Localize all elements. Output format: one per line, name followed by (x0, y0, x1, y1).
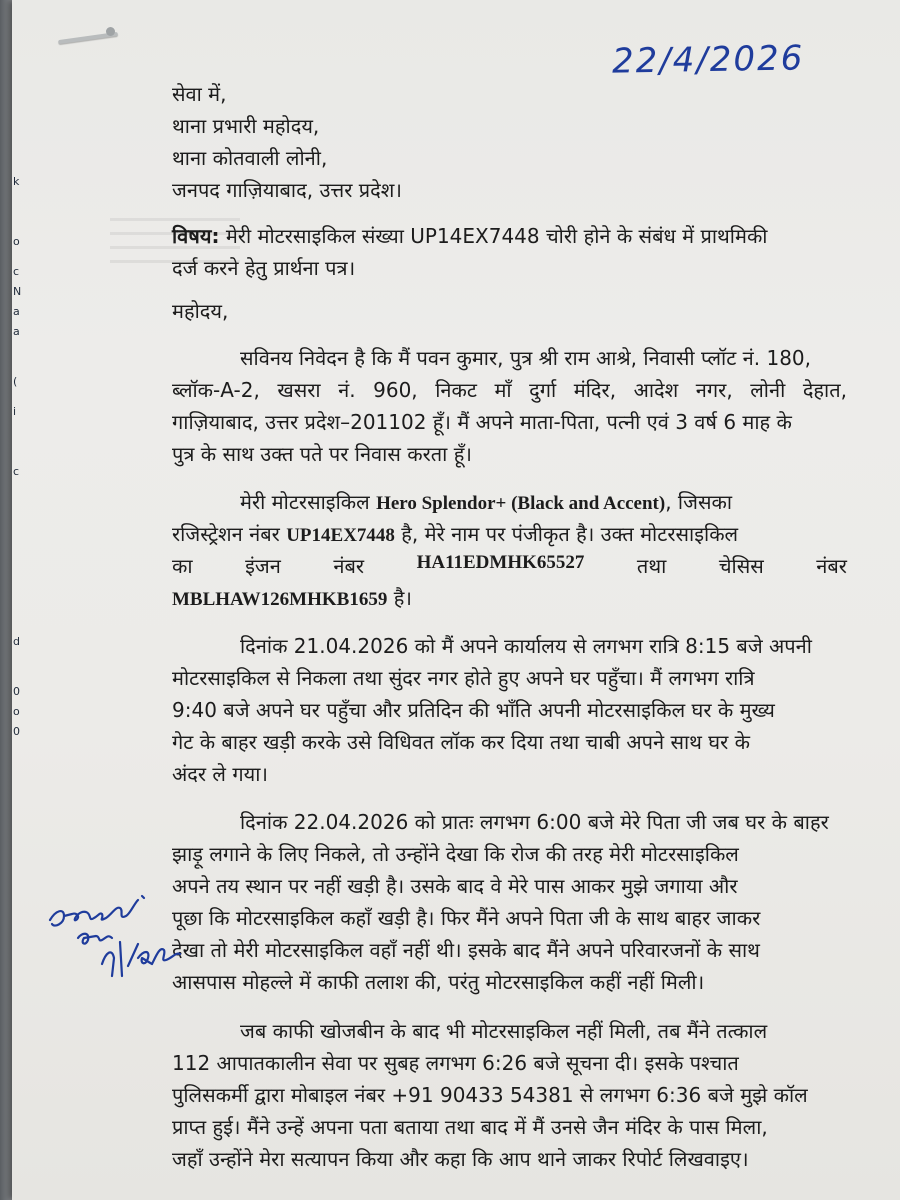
edge-char: o (13, 705, 20, 718)
paragraph-line: जहाँ उन्होंने मेरा सत्यापन किया और कहा कि आप थाने जाकर रिपोर्ट लिखवाइए। (172, 1147, 749, 1171)
edge-char: N (13, 285, 22, 298)
paragraph-line: गेट के बाहर खड़ी करके उसे विधिवत लॉक कर दिया तथा चाबी अपने साथ घर के (172, 730, 751, 754)
subject-text: मेरी मोटरसाइकिल संख्या UP14EX7448 चोरी होने के संबंध में प्राथमिकी (225, 224, 768, 248)
paragraph-line: अंदर ले गया। (172, 762, 268, 786)
address-line: थाना कोतवाली लोनी, (172, 146, 328, 170)
vehicle-model: Hero Splendor+ (Black and Accent) (376, 493, 666, 514)
paragraph-line: सविनय निवेदन है कि मैं पवन कुमार, पुत्र श्री राम आश्रे, निवासी प्लॉट नं. 180, (240, 346, 812, 370)
text-segment: का (172, 554, 193, 578)
registration-number: UP14EX7448 (286, 525, 395, 546)
paragraph-line (172, 584, 412, 611)
edge-char: 0 (13, 685, 20, 698)
text-segment: नंबर (333, 554, 365, 578)
paragraph-line: 112 आपातकालीन सेवा पर सुबह लगभग 6:26 बजे सूचना दी। इसके पश्चात (172, 1051, 739, 1075)
paragraph-line: देखा तो मेरी मोटरसाइकिल वहाँ नहीं थी। इसके बाद मैंने अपने परिवारजनों के साथ (172, 938, 760, 962)
edge-char: c (13, 265, 20, 278)
edge-char: a (13, 325, 20, 338)
subject-label: विषय: (172, 224, 220, 248)
paragraph-line: प्राप्त हुई। मैंने उन्हें अपना पता बताया तथा बाद में मैं उनसे जैन मंदिर के पास मिला, (172, 1115, 768, 1139)
paragraph-line: 9:40 बजे अपने घर पहुँचा और प्रतिदिन की भाँति अपनी मोटरसाइकिल घर के मुख्य (172, 698, 775, 722)
paragraph-line: अपने तय स्थान पर नहीं खड़ी है। उसके बाद वे मेरे पास आकर मुझे जगाया और (172, 874, 738, 898)
edge-char: 0 (13, 725, 20, 738)
edge-char: c (13, 465, 20, 478)
text-segment: इंजन (245, 554, 281, 578)
text-segment: चेसिस (718, 554, 764, 578)
engine-number: HA11EDMHK65527 (416, 552, 585, 573)
edge-char: k (13, 175, 20, 188)
paragraph-line: पुलिसकर्मी द्वारा मोबाइल नंबर +91 90433 54381 से लगभग 6:36 बजे मुझे कॉल (172, 1083, 808, 1107)
edge-char: a (13, 305, 20, 318)
subject-line (172, 222, 768, 249)
text-segment: है, मेरे नाम पर पंजीकृत है। उक्त मोटरसाइकिल (401, 522, 739, 546)
text-segment: नंबर (816, 554, 847, 578)
text-segment: , जिसका (665, 490, 733, 514)
subject-line-2: दर्ज करने हेतु प्रार्थना पत्र। (172, 256, 356, 280)
edge-char: i (13, 405, 17, 418)
paragraph-line (172, 552, 847, 579)
paragraph-line: दिनांक 22.04.2026 को प्रातः लगभग 6:00 बजे मेरे पिता जी जब घर के बाहर (240, 810, 829, 834)
edge-char: d (13, 635, 20, 648)
text-segment: है। (393, 586, 412, 610)
address-line: थाना प्रभारी महोदय, (172, 114, 320, 138)
paragraph-line: पूछा कि मोटरसाइकिल कहाँ खड़ी है। फिर मैंने अपने पिता जी के साथ बाहर जाकर (172, 906, 761, 930)
paragraph-line: आसपास मोहल्ले में काफी तलाश की, परंतु मोटरसाइकिल कहीं नहीं मिली। (172, 970, 705, 994)
text-segment: तथा (636, 554, 667, 578)
paragraph-line: पुत्र के साथ उक्त पते पर निवास करता हूँ। (172, 442, 472, 466)
staple-head (106, 27, 115, 36)
edge-char: o (13, 235, 20, 248)
letter-page (12, 0, 900, 1200)
handwritten-signature (42, 880, 212, 1000)
paragraph-line (172, 520, 738, 547)
paragraph-line: मोटरसाइकिल से निकला तथा सुंदर नगर होते हुए अपने घर पहुँचा। मैं लगभग रात्रि (172, 666, 755, 690)
paragraph-line: झाड़ू लगाने के लिए निकले, तो उन्होंने देखा कि रोज की तरह मेरी मोटरसाइकिल (172, 842, 739, 866)
address-line: जनपद गाज़ियाबाद, उत्तर प्रदेश। (172, 178, 402, 202)
chassis-number: MBLHAW126MHKB1659 (172, 589, 388, 610)
text-segment: मेरी मोटरसाइकिल (240, 490, 370, 514)
paragraph-line: ब्लॉक-A-2, खसरा नं. 960, निकट माँ दुर्गा मंदिर, आदेश नगर, लोनी देहात, (172, 378, 847, 402)
paragraph-line: जब काफी खोजबीन के बाद भी मोटरसाइकिल नहीं मिली, तब मैंने तत्काल (240, 1019, 768, 1043)
paragraph-line: दिनांक 21.04.2026 को मैं अपने कार्यालय से लगभग रात्रि 8:15 बजे अपनी (240, 634, 812, 658)
edge-char: ( (13, 375, 18, 388)
handwritten-date: 22/4/2026 (611, 38, 805, 82)
paragraph-line: गाज़ियाबाद, उत्तर प्रदेश–201102 हूँ। मैं अपने माता-पिता, पत्नी एवं 3 वर्ष 6 माह के (172, 410, 792, 434)
paragraph-line (240, 488, 732, 515)
salutation: महोदय, (172, 299, 229, 323)
text-segment: रजिस्ट्रेशन नंबर (172, 522, 280, 546)
desk-background-strip (0, 0, 12, 1200)
address-line: सेवा में, (172, 82, 227, 106)
